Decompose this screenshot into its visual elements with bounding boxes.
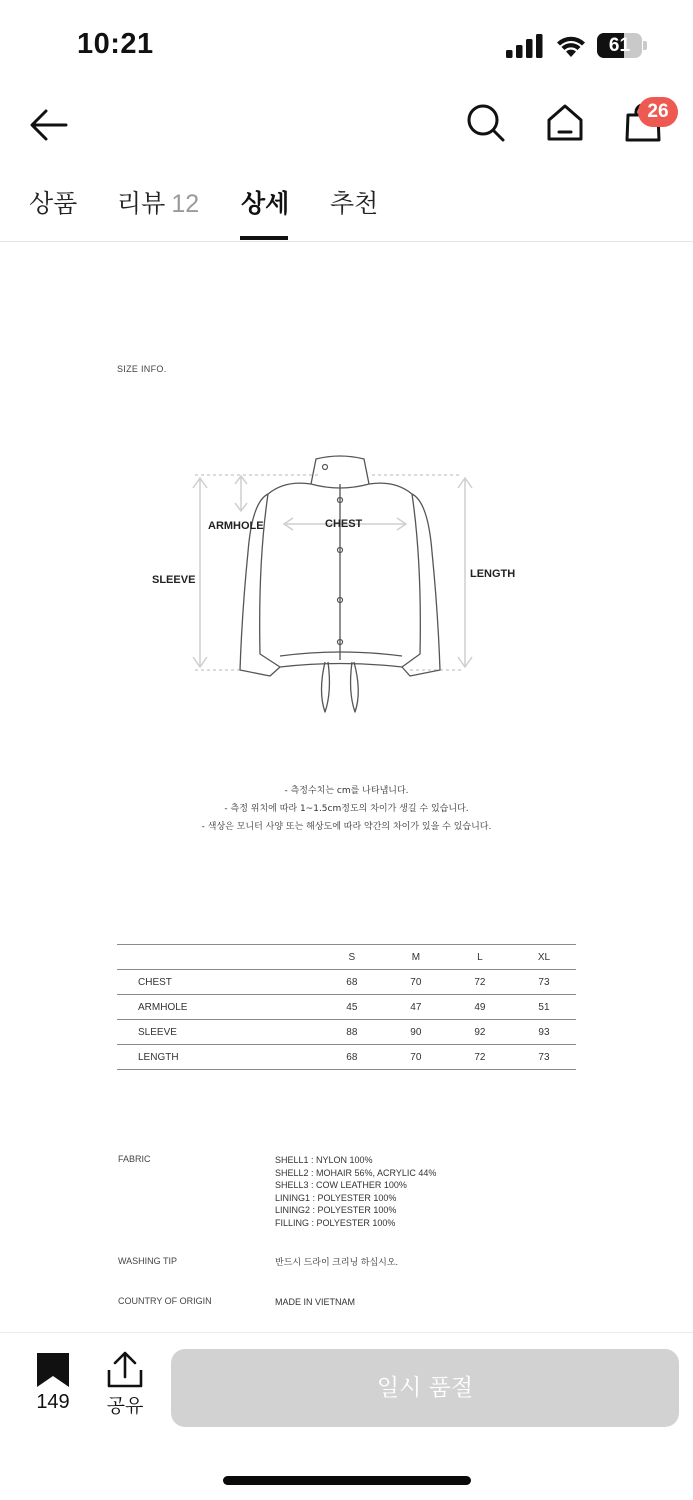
product-tabs bbox=[0, 170, 693, 242]
share-icon bbox=[100, 1351, 150, 1389]
column-header: M bbox=[384, 945, 448, 970]
note-line: - 측정 위치에 따라 1~1.5cm정도의 차이가 생길 수 있습니다. bbox=[224, 804, 469, 814]
table-cell: 68 bbox=[320, 970, 384, 995]
table-cell: 51 bbox=[512, 995, 576, 1020]
bottom-action-bar bbox=[0, 1332, 693, 1500]
table-row bbox=[117, 970, 576, 995]
table-header-row bbox=[117, 945, 576, 970]
soldout-button[interactable]: 일시 품절 bbox=[171, 1349, 679, 1427]
bookmark-count: 149 bbox=[36, 1391, 70, 1413]
column-header: L bbox=[448, 945, 512, 970]
search-icon[interactable] bbox=[463, 100, 509, 146]
table-row bbox=[117, 1045, 576, 1070]
column-header: XL bbox=[512, 945, 576, 970]
fabric-value: SHELL1 : NYLON 100% SHELL2 : MOHAIR 56%, ACRYLIC 44% SHELL3 : COW LEATHER 100% LINING1 : POLYESTER 100% LINING2 : POLYESTER 100% FILLING : POLYESTER 100% bbox=[275, 1155, 437, 1228]
cellular-signal-icon bbox=[506, 34, 544, 58]
fabric-label: FABRIC bbox=[118, 1154, 151, 1164]
table-cell: 73 bbox=[512, 970, 576, 995]
bookmark-icon bbox=[28, 1351, 78, 1389]
row-label: ARMHOLE bbox=[117, 995, 320, 1020]
washing-value: 반드시 드라이 크리닝 하십시오. bbox=[275, 1257, 399, 1267]
size-table bbox=[117, 944, 576, 1070]
table-row bbox=[117, 1020, 576, 1045]
note-line: - 색상은 모니터 사양 또는 해상도에 따라 약간의 차이가 있을 수 있습니다. bbox=[201, 822, 492, 832]
share-label: 공유 bbox=[106, 1395, 144, 1417]
table-cell: 90 bbox=[384, 1020, 448, 1045]
tab-details[interactable]: 상세 bbox=[241, 189, 290, 218]
row-label: CHEST bbox=[117, 970, 320, 995]
table-cell: 88 bbox=[320, 1020, 384, 1045]
table-cell: 49 bbox=[448, 995, 512, 1020]
diagram-label-chest: CHEST bbox=[325, 518, 363, 530]
home-icon[interactable] bbox=[542, 100, 588, 146]
row-label: LENGTH bbox=[117, 1045, 320, 1070]
wifi-icon bbox=[555, 32, 587, 58]
washing-label: WASHING TIP bbox=[118, 1256, 178, 1266]
origin-value: MADE IN VIETNAM bbox=[275, 1297, 356, 1307]
note-line: - 측정수치는 cm를 나타냅니다. bbox=[284, 786, 409, 796]
table-cell: 92 bbox=[448, 1020, 512, 1045]
battery-level: 61 bbox=[608, 35, 631, 56]
status-time: 10:21 bbox=[77, 28, 154, 60]
table-cell: 72 bbox=[448, 1045, 512, 1070]
table-cell: 70 bbox=[384, 1045, 448, 1070]
table-cell: 68 bbox=[320, 1045, 384, 1070]
table-cell: 73 bbox=[512, 1045, 576, 1070]
table-cell: 93 bbox=[512, 1020, 576, 1045]
column-header: S bbox=[320, 945, 384, 970]
review-count: 12 bbox=[171, 190, 200, 218]
table-cell: 45 bbox=[320, 995, 384, 1020]
table-cell: 70 bbox=[384, 970, 448, 995]
share-button[interactable] bbox=[100, 1351, 150, 1421]
jacket-illustration bbox=[140, 442, 550, 722]
battery-icon bbox=[597, 33, 647, 58]
status-bar bbox=[0, 0, 693, 90]
top-nav bbox=[0, 90, 693, 160]
active-tab-indicator bbox=[240, 236, 288, 240]
tab-recommend[interactable]: 추천 bbox=[330, 189, 379, 218]
cart-count-badge: 26 bbox=[638, 97, 678, 127]
home-indicator bbox=[223, 1476, 471, 1485]
diagram-label-sleeve: SLEEVE bbox=[152, 574, 196, 586]
origin-label: COUNTRY OF ORIGIN bbox=[118, 1296, 212, 1306]
diagram-label-length: LENGTH bbox=[470, 568, 516, 580]
detail-content bbox=[0, 242, 693, 1332]
table-cell: 47 bbox=[384, 995, 448, 1020]
row-label: SLEEVE bbox=[117, 1020, 320, 1045]
table-row bbox=[117, 995, 576, 1020]
size-info-title: SIZE INFO. bbox=[117, 364, 167, 374]
tab-reviews[interactable]: 리뷰 12 bbox=[117, 189, 200, 218]
arrow-left-icon[interactable] bbox=[26, 102, 72, 148]
bookmark-button[interactable] bbox=[28, 1351, 78, 1421]
diagram-label-armhole: ARMHOLE bbox=[208, 520, 264, 532]
table-cell: 72 bbox=[448, 970, 512, 995]
tab-product[interactable]: 상품 bbox=[29, 189, 78, 218]
size-notes bbox=[0, 782, 693, 836]
size-diagram bbox=[140, 442, 550, 722]
